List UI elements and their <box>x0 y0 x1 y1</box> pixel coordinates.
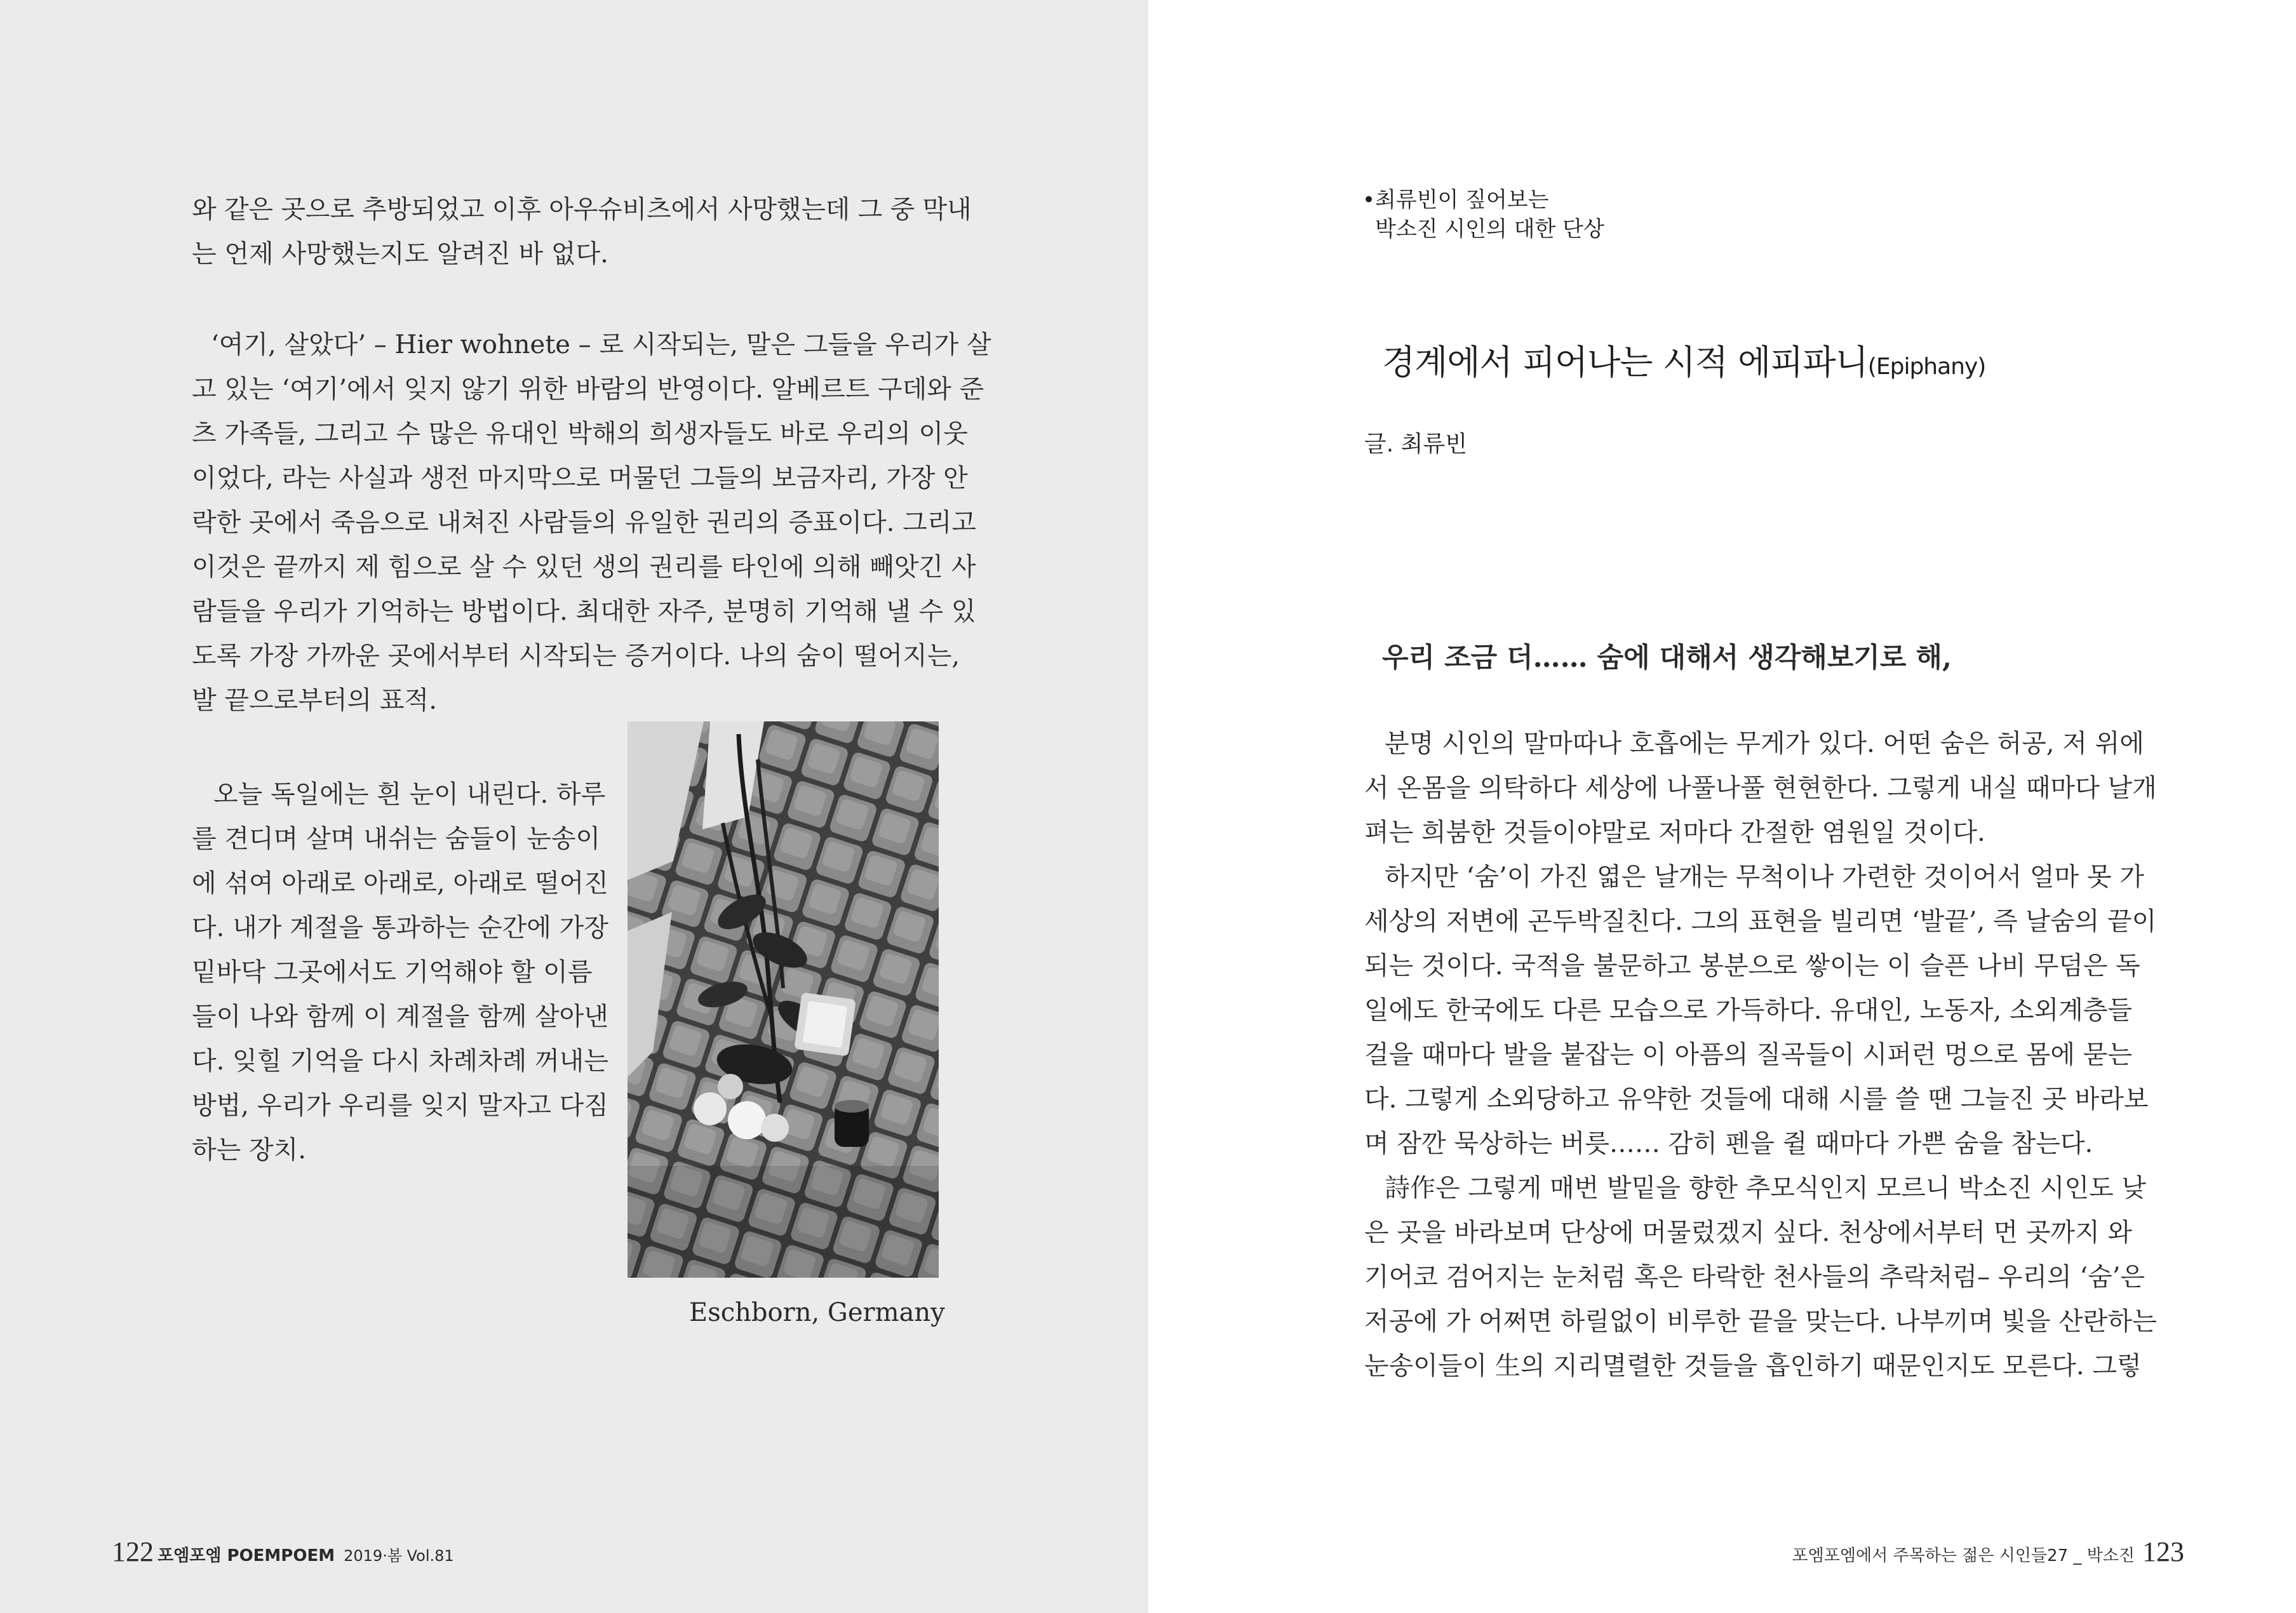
series-label <box>1362 185 1604 244</box>
memorial-photo-image <box>628 721 939 1278</box>
text-line: 고 있는 ‘여기’에서 잊지 않기 위한 바람의 반영이다. 알베르트 구데와 준 <box>192 375 984 404</box>
text-line: 락한 곳에서 죽음으로 내쳐진 사람들의 유일한 권리의 증표이다. 그리고 <box>192 508 976 537</box>
text-line: 하지만 ‘숨’이 가진 엷은 날개는 무척이나 가련한 것이어서 얼마 못 가 <box>1385 862 2144 892</box>
text-line: 들이 나와 함께 이 계절을 함께 살아낸 <box>192 1002 608 1031</box>
text-line: 하는 장치. <box>192 1135 306 1165</box>
right-page <box>1148 0 2296 1613</box>
text-line: 이었다, 라는 사실과 생전 마지막으로 머물던 그들의 보금자리, 가장 안 <box>192 464 968 493</box>
text-line: 이것은 끝까지 제 힘으로 살 수 있던 생의 권리를 타인에 의해 빼앗긴 사 <box>192 552 976 582</box>
text-line: 에 섞여 아래로 아래로, 아래로 떨어진 <box>192 869 608 898</box>
text-line: 다. 내가 계절을 통과하는 순간에 가장 <box>192 913 608 942</box>
text-line: 도록 가장 가까운 곳에서부터 시작되는 증거이다. 나의 숨이 떨어지는, <box>192 641 960 671</box>
epigraph: 우리 조금 더…… 숨에 대해서 생각해보기로 해, <box>1382 642 1952 674</box>
text-line: 걸을 때마다 발을 붙잡는 이 아픔의 질곡들이 시퍼런 멍으로 몸에 묻는 <box>1364 1040 2133 1069</box>
text-line: 다. 잊힐 기억을 다시 차례차례 꺼내는 <box>192 1047 608 1076</box>
bullet-icon: • <box>1362 187 1376 213</box>
text-line: 기어코 검어지는 눈처럼 혹은 타락한 천사들의 추락처럼– 우리의 ‘숨’은 <box>1364 1262 2145 1292</box>
text-line: 발 끝으로부터의 표적. <box>192 686 437 715</box>
article-title-english: (Epiphany) <box>1867 354 1986 380</box>
series-label-line <box>1362 215 1604 244</box>
left-paragraph-2 <box>192 323 991 723</box>
magazine-name: 포엠포엠 POEMPOEM <box>158 1546 335 1565</box>
left-paragraph-3 <box>192 772 608 1172</box>
left-paragraph-1 <box>192 187 971 276</box>
series-label-text: 최류빈이 짚어보는 <box>1375 187 1549 213</box>
text-line: 다. 그렇게 소외당하고 유약한 것들에 대해 시를 쓸 땐 그늘진 곳 바라보 <box>1364 1085 2149 1114</box>
text-line: 서 온몸을 의탁하다 세상에 나풀나풀 현현한다. 그렇게 내실 때마다 날개 <box>1364 773 2157 803</box>
text-line: 일에도 한국에도 다른 모습으로 가득하다. 유대인, 노동자, 소외계층들 <box>1364 996 2133 1025</box>
issue-label: 2019·봄 Vol.81 <box>344 1547 454 1565</box>
text-line: 밑바닥 그곳에서도 기억해야 할 이름 <box>192 958 593 987</box>
text-line: 되는 것이다. 국적을 불문하고 봉분으로 쌓이는 이 슬픈 나비 무덤은 독 <box>1364 951 2140 981</box>
byline: 글. 최류빈 <box>1364 431 1467 457</box>
article-title-main: 경계에서 피어나는 시적 에피파니 <box>1382 342 1868 382</box>
text-line: 세상의 저변에 곤두박질친다. 그의 표현을 빌리면 ‘발끝’, 즉 날숨의 끝이 <box>1364 907 2157 936</box>
text-line: 람들을 우리가 기억하는 방법이다. 최대한 자주, 분명히 기억해 낼 수 있 <box>192 597 976 626</box>
running-head: 포엠포엠에서 주목하는 젊은 시인들27 _ 박소진 <box>1792 1546 2135 1565</box>
photo-caption: Eschborn, Germany <box>689 1298 945 1327</box>
text-line: 분명 시인의 말마따나 호흡에는 무게가 있다. 어떤 숨은 허공, 저 위에 <box>1385 729 2144 758</box>
text-line: 와 같은 곳으로 추방되었고 이후 아우슈비츠에서 사망했는데 그 중 막내 <box>192 195 972 224</box>
page-number: 123 <box>2142 1536 2184 1567</box>
text-line: 펴는 희붐한 것들이야말로 저마다 간절한 염원일 것이다. <box>1364 818 1985 847</box>
text-line: 며 잠깐 묵상하는 버릇…… 감히 펜을 쥘 때마다 가쁜 숨을 참는다. <box>1364 1129 2093 1158</box>
text-line: 오늘 독일에는 흰 눈이 내린다. 하루 <box>213 780 606 809</box>
right-body <box>1364 721 2157 1388</box>
page-number: 122 <box>112 1536 154 1567</box>
left-footer <box>112 1536 454 1568</box>
text-line: 방법, 우리가 우리를 잊지 말자고 다짐 <box>192 1091 608 1120</box>
text-line: 눈송이들이 生의 지리멸렬한 것들을 흡인하기 때문인지도 모른다. 그렇 <box>1364 1351 2142 1381</box>
text-line: ‘여기, 살았다’ – Hier wohnete – 로 시작되는, 말은 그들을 우리가 살 <box>211 330 991 359</box>
series-label-text: 박소진 시인의 대한 단상 <box>1375 217 1604 242</box>
text-line: 를 견디며 살며 내쉬는 숨들이 눈송이 <box>192 824 601 853</box>
text-line: 는 언제 사망했는지도 알려진 바 없다. <box>192 239 608 269</box>
memorial-photo <box>628 721 939 1278</box>
text-line: 詩作은 그렇게 매번 발밑을 향한 추모식인지 모르니 박소진 시인도 낮 <box>1385 1174 2147 1203</box>
series-label-line <box>1362 185 1604 215</box>
text-line: 은 곳을 바라보며 단상에 머물렀겠지 싶다. 천상에서부터 먼 곳까지 와 <box>1364 1218 2133 1247</box>
text-line: 저공에 가 어쩌면 하릴없이 비루한 끝을 맞는다. 나부끼며 빛을 산란하는 <box>1364 1307 2157 1336</box>
article-title <box>1382 340 1985 389</box>
right-footer <box>1792 1536 2185 1568</box>
text-line: 츠 가족들, 그리고 수 많은 유대인 박해의 희생자들도 바로 우리의 이웃 <box>192 419 968 448</box>
